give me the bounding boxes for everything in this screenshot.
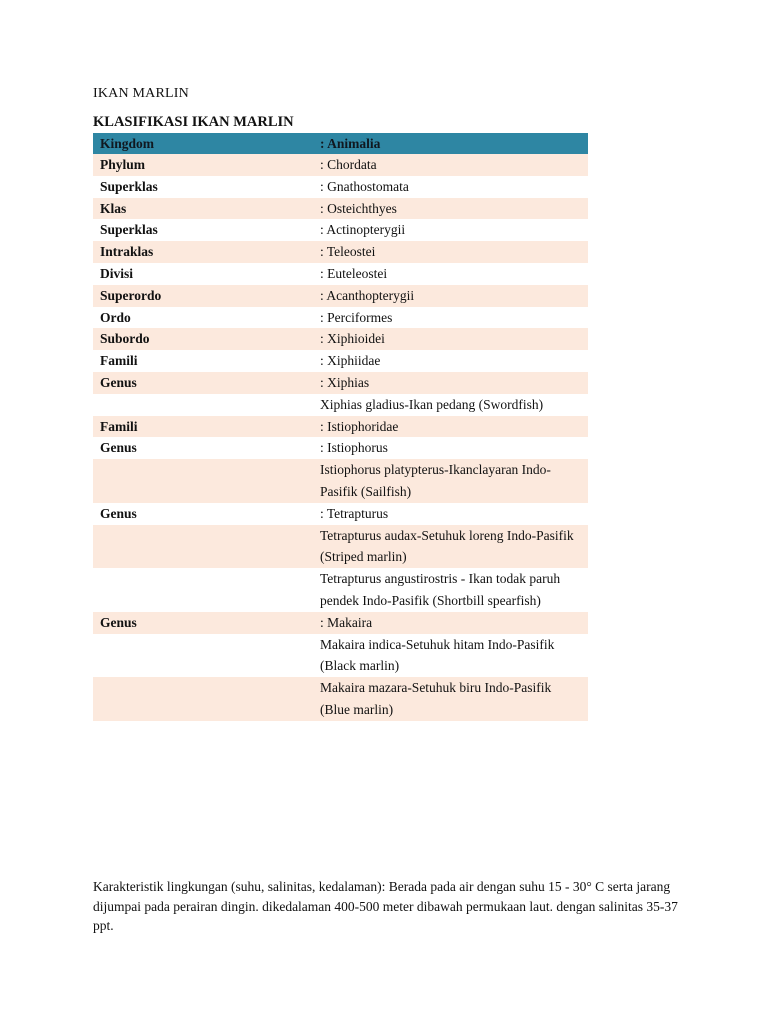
value-cell: Makaira mazara-Setuhuk biru Indo-Pasifik (Blue marlin) [320,680,552,717]
table-row [93,328,588,350]
rank-cell [93,459,320,503]
table-row [93,372,588,394]
value-cell: : Tetrapturus [320,505,389,521]
rank-cell: Superordo [100,287,162,303]
table-row [93,176,588,198]
table-row [93,634,588,678]
rank-cell: Klas [100,200,127,216]
value-cell: : Actinopterygii [320,222,406,238]
table-row [93,285,588,307]
rank-cell: Divisi [100,265,134,281]
value-cell: : Perciformes [320,309,393,325]
table-row [93,568,588,612]
value-cell: : Gnathostomata [320,178,409,194]
rank-cell: Superklas [100,222,158,238]
rank-cell [93,525,320,569]
rank-cell: Genus [100,374,137,390]
value-cell: Tetrapturus angustirostris - Ikan todak paruh pendek Indo-Pasifik (Shortbill spearfish) [320,571,561,608]
rank-cell [93,634,320,678]
rank-cell: Superklas [100,178,158,194]
value-cell: Xiphias gladius-Ikan pedang (Swordfish) [320,396,544,412]
table-header-row [93,133,588,154]
rank-cell: Genus [100,505,137,521]
value-cell: Tetrapturus audax-Setuhuk loreng Indo-Pasifik (Striped marlin) [320,527,574,565]
value-cell: : Acanthopterygii [320,287,415,303]
rank-cell: Famili [100,418,138,434]
value-cell: : Xiphioidei [320,331,385,347]
table-row [93,307,588,329]
table-row [93,154,588,176]
rank-cell [93,394,320,416]
value-cell: : Teleostei [320,244,376,260]
table-row [93,394,588,416]
rank-cell: Intraklas [100,244,154,260]
classification-table [93,133,588,721]
header-value: : Animalia [320,136,381,151]
rank-cell: Famili [100,353,138,369]
value-cell: : Euteleostei [320,265,388,281]
table-row [93,677,588,721]
table-row [93,612,588,634]
rank-cell [93,677,320,721]
table-row [93,263,588,285]
value-cell: Istiophorus platypterus-Ikanclayaran Indo-Pasifik (Sailfish) [320,462,551,499]
value-cell: : Xiphias [320,374,370,390]
value-cell: : Istiophorus [320,440,388,456]
table-row [93,241,588,263]
header-rank: Kingdom [100,136,155,151]
value-cell: : Xiphiidae [320,353,381,369]
table-row [93,416,588,438]
table-row [93,503,588,525]
rank-cell: Ordo [100,309,131,325]
document-title: IKAN MARLIN [93,86,189,101]
value-cell: : Makaira [320,614,373,630]
table-row [93,437,588,459]
environment-characteristics-paragraph: Karakteristik lingkungan (suhu, salinitas, kedalaman): Berada pada air dengan suhu 15 - 30° C serta jarang dijumpai pada perairan dingin. dikedalaman 400-500 meter dibawah permukaan laut. dengan salinitas 35-37 ppt. [93,879,678,933]
table-row [93,198,588,220]
table-row [93,525,588,569]
rank-cell: Phylum [100,157,146,172]
table-row [93,219,588,241]
table-row [93,350,588,372]
value-cell: : Istiophoridae [320,418,399,434]
value-cell: Makaira indica-Setuhuk hitam Indo-Pasifik (Black marlin) [320,636,555,674]
value-cell: : Chordata [320,157,377,172]
rank-cell: Subordo [100,331,150,347]
table-title: KLASIFIKASI IKAN MARLIN [93,114,294,130]
rank-cell [93,568,320,612]
rank-cell: Genus [100,614,137,630]
table-row [93,459,588,503]
value-cell: : Osteichthyes [320,200,397,216]
rank-cell: Genus [100,440,137,456]
